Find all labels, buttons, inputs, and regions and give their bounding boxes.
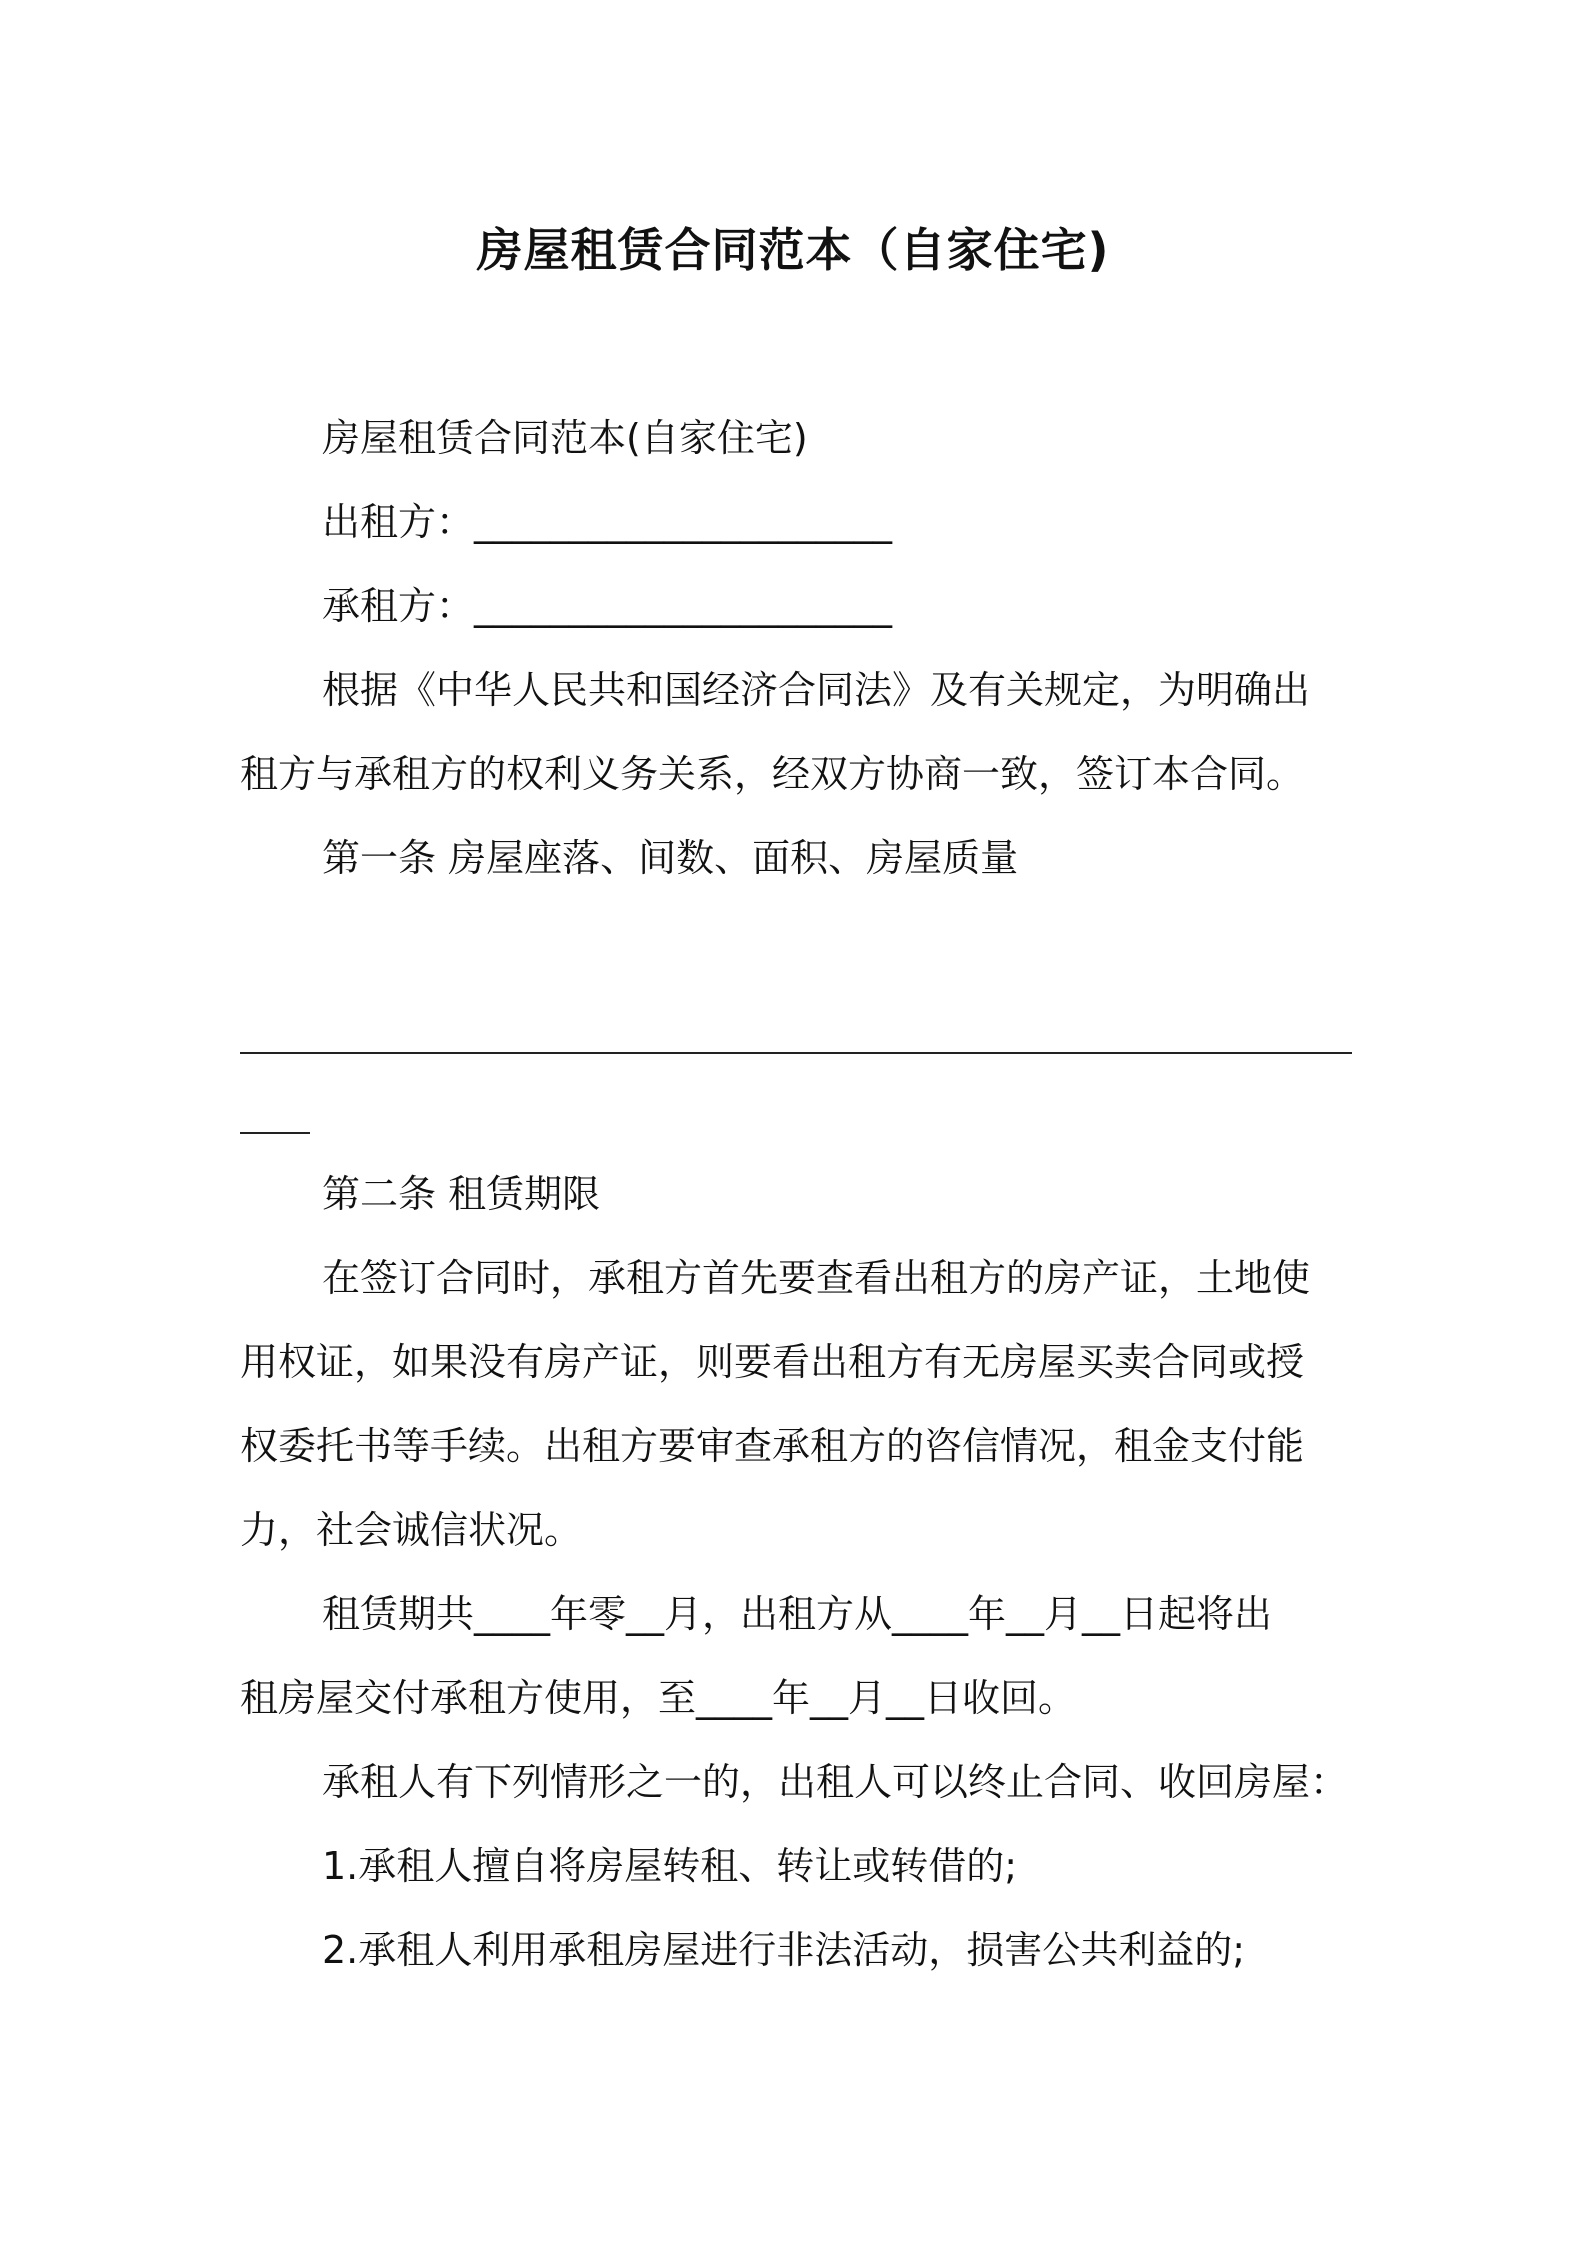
article-2-para-2-line-2: 租房屋交付承租方使用，至____年__月__日收回。 (240, 1676, 1077, 1720)
article-2-para-1-line-2: 用权证，如果没有房产证，则要看出租方有无房屋买卖合同或授 (240, 1340, 1305, 1384)
lessee-line: 承租方：______________________ (322, 584, 893, 628)
article-2-para-1-line-1: 在签订合同时，承租方首先要查看出租方的房产证，土地使 (322, 1256, 1311, 1300)
article-2-para-2-line-1: 租赁期共____年零__月，出租方从____年__月__日起将出 (322, 1592, 1273, 1636)
article-2-para-1-line-3: 权委托书等手续。出租方要审查承租方的咨信情况，租金支付能 (240, 1424, 1305, 1468)
article-1-heading: 第一条 房屋座落、间数、面积、房屋质量 (322, 836, 1019, 880)
termination-item-1: 1.承租人擅自将房屋转租、转让或转借的; (322, 1844, 1018, 1888)
termination-intro: 承租人有下列情形之一的，出租人可以终止合同、收回房屋： (322, 1760, 1349, 1804)
subtitle-line: 房屋租赁合同范本(自家住宅) (322, 416, 808, 460)
lessor-line: 出租方：______________________ (322, 500, 893, 544)
document-title: 房屋租赁合同范本（自家住宅) (476, 223, 1110, 277)
preamble-line-1: 根据《中华人民共和国经济合同法》及有关规定，为明确出 (322, 668, 1311, 712)
article-2-heading: 第二条 租赁期限 (322, 1172, 601, 1216)
termination-item-2: 2.承租人利用承租房屋进行非法活动，损害公共利益的; (322, 1928, 1246, 1972)
blank-fill-rule-end (240, 1132, 310, 1134)
preamble-line-2: 租方与承租方的权利义务关系，经双方协商一致，签订本合同。 (240, 752, 1305, 796)
article-2-para-1-line-4: 力，社会诚信状况。 (240, 1508, 583, 1552)
blank-fill-rule (240, 1052, 1352, 1054)
